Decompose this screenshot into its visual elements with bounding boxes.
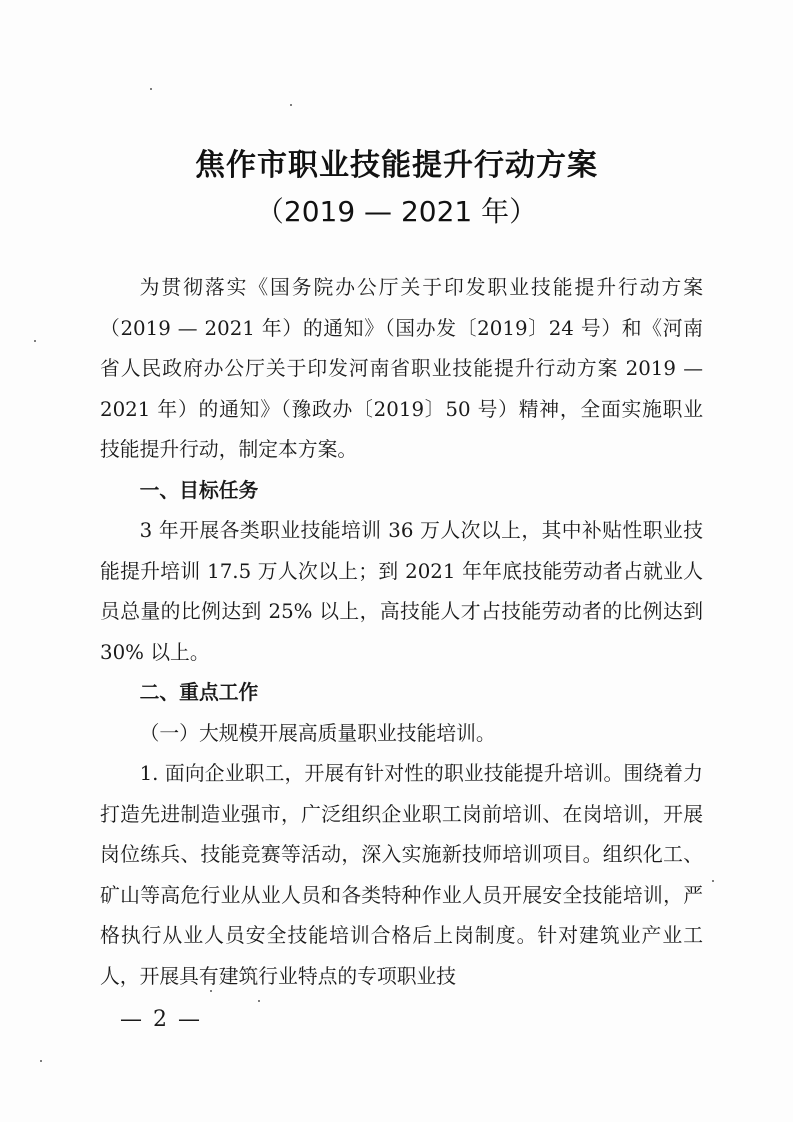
goals-paragraph: 3 年开展各类职业技能培训 36 万人次以上，其中补贴性职业技能提升培训 17.5 万人次以上；到 2021 年年底技能劳动者占就业人员总量的比例达到 25% 以上，高技能人才占技能劳动者的比例达到 30% 以上。 bbox=[100, 519, 703, 664]
scan-speck bbox=[258, 1000, 260, 1002]
page-number: — 2 — bbox=[120, 1007, 202, 1032]
section-heading-goals: 一、目标任务 bbox=[139, 478, 259, 502]
scan-speck bbox=[210, 990, 212, 992]
document-body bbox=[100, 268, 703, 997]
scan-speck bbox=[290, 104, 292, 106]
section-heading-key-work: 二、重点工作 bbox=[139, 681, 259, 704]
item-paragraph-1: 1. 面向企业职工，开展有针对性的职业技能提升培训。围绕着力打造先进制造业强市，广泛组织企业职工岗前培训、在岗培训，开展岗位练兵、技能竞赛等活动，深入实施新技师培训项目。组织化工、矿山等高危行业从业人员和各类特种作业人员开展安全技能培训，严格执行从业人员安全技能培训合格后上岗制度。针对建筑业产业工人，开展具有建筑行业特点的专项职业技 bbox=[100, 762, 703, 988]
document-title: 焦作市职业技能提升行动方案 bbox=[195, 148, 598, 183]
scan-speck bbox=[40, 1060, 42, 1062]
scan-speck bbox=[34, 340, 36, 342]
intro-paragraph: 为贯彻落实《国务院办公厅关于印发职业技能提升行动方案（2019 — 2021 年）的通知》（国办发〔2019〕24 号）和《河南省人民政府办公厅关于印发河南省职业技能提升行动方案 2019 — 2021 年）的通知》（豫政办〔2019〕50 号）精神，全面实施职业技能提升行动，制定本方案。 bbox=[100, 276, 703, 461]
subsection-heading-training: （一）大规模开展高质量职业技能培训。 bbox=[139, 721, 496, 745]
scan-speck bbox=[150, 88, 152, 90]
scan-speck bbox=[712, 880, 714, 882]
document-subtitle: （2019 — 2021 年） bbox=[255, 195, 538, 228]
